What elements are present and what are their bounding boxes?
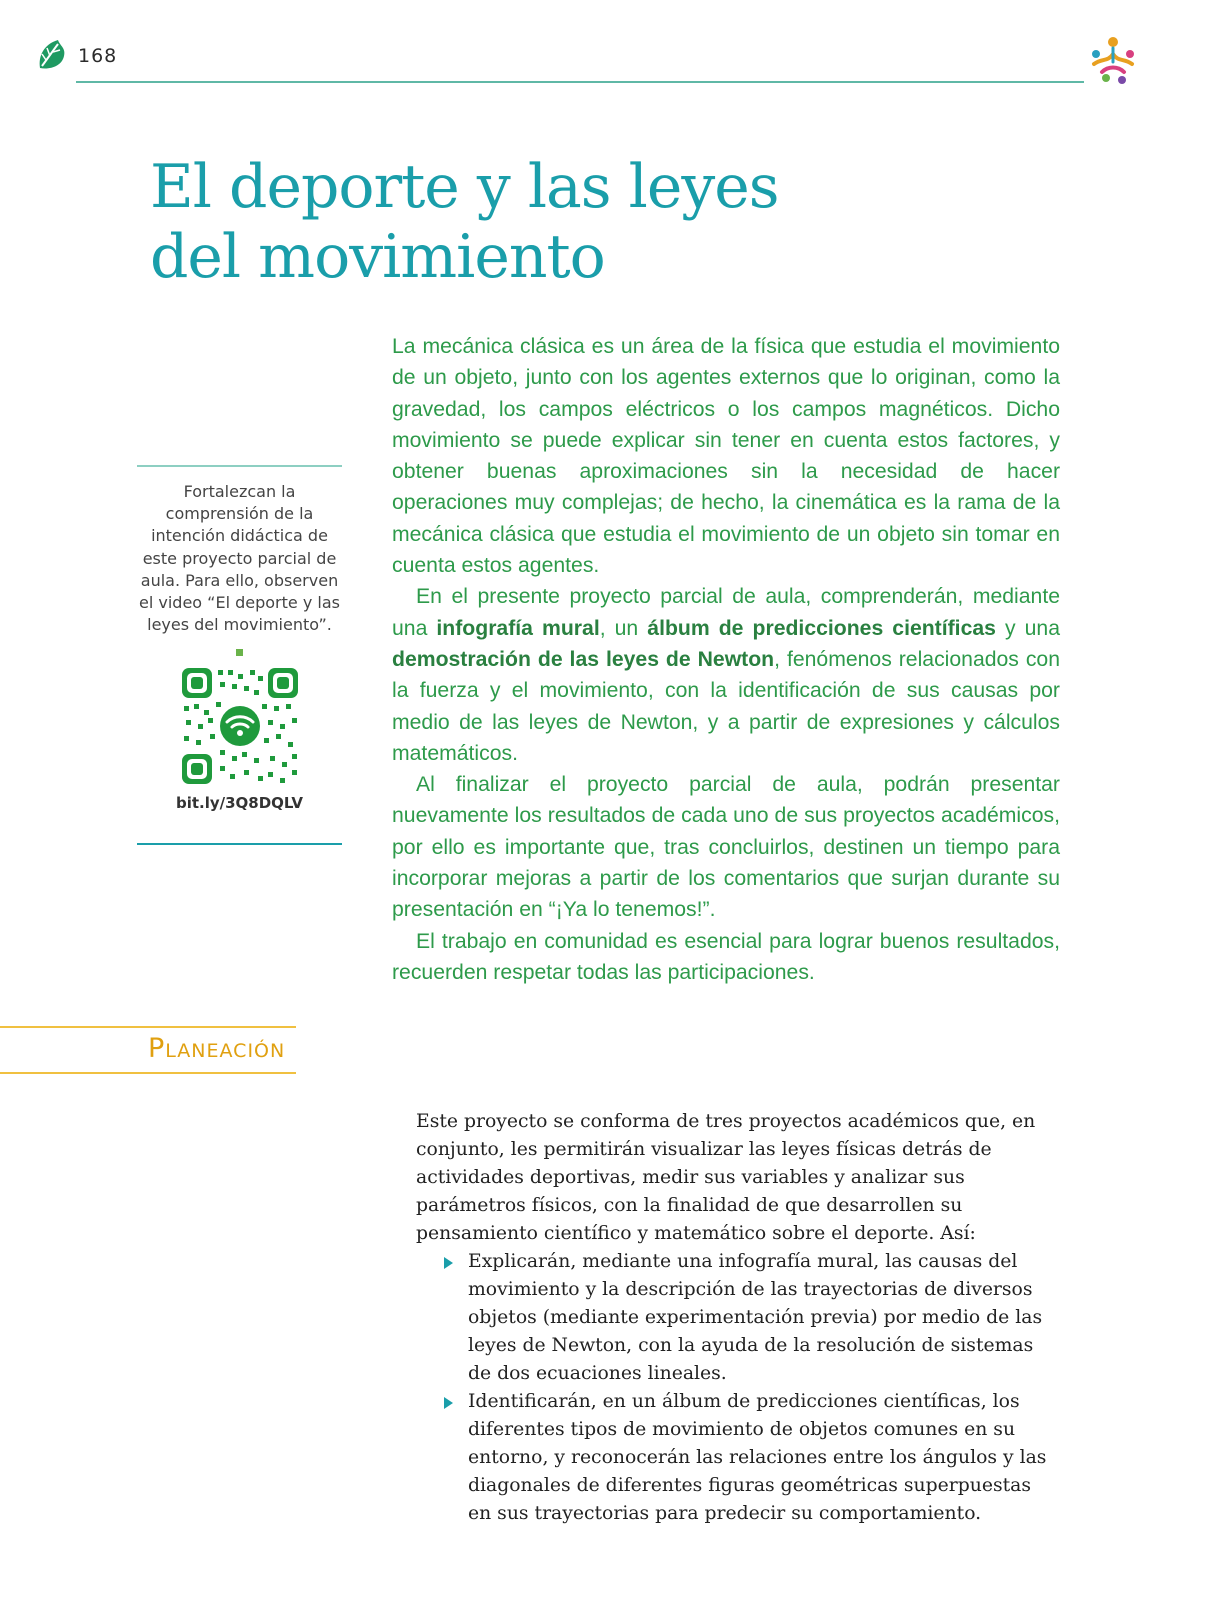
intro-paragraph-1: La mecánica clásica es un área de la física que estudia el movimiento de un objeto, junto con los agentes externos que lo originan, como la gravedad, los campos eléctricos o los campos magnéticos. Dicho movimiento se puede explicar sin tener en cuenta estos factores, y obtener buenas aproximaciones sin la necesidad de hacer operaciones muy complejas; de hecho, la cinemática es la rama de la mecánica clásica que estudia el movimiento de un objeto sin tomar en cuenta estos agentes. — [392, 335, 1060, 578]
triangle-bullet-icon — [444, 1257, 453, 1269]
header-rule — [76, 81, 1084, 83]
qr-code-icon[interactable] — [180, 666, 300, 786]
title-line-1: El deporte y las leyes — [150, 152, 779, 222]
bullet-text: Explicarán, mediante una infografía mural, las causas del movimiento y la descripción de las trayectorias de diversos objetos (mediante experimentación previa) por medio de las leyes de Newton, con la ayuda de la resolución de sistemas de dos ecuaciones lineales. — [468, 1251, 1043, 1384]
video-sidebar — [137, 465, 342, 845]
page-header — [0, 0, 1214, 100]
page-number: 168 — [78, 45, 118, 67]
intro-text — [392, 331, 1060, 988]
leaf-icon — [36, 38, 68, 72]
video-link[interactable]: bit.ly/3Q8DQLV — [175, 794, 304, 813]
intro-p2-part-2: , un — [599, 616, 648, 640]
planeacion-intro: Este proyecto se conforma de tres proyectos académicos que, en conjunto, les permitirán visualizar las leyes físicas detrás de actividades deportivas, medir sus variables y analizar sus parámetros físicos, con la finalidad de que desarrollen su pensamiento científico y matemático sobre el deporte. Así: — [416, 1111, 1036, 1244]
list-item — [468, 1388, 1056, 1528]
planeacion-body — [416, 1108, 1056, 1528]
planeacion-heading: Planeación — [148, 1033, 286, 1064]
intro-paragraph-2 — [392, 581, 1060, 769]
list-item — [468, 1248, 1056, 1388]
intro-p2-part-1: En el presente proyecto parcial de aula, comprenderán, mediante una — [392, 585, 1060, 640]
intro-paragraph-3: Al finalizar el proyecto parcial de aula, podrán presentar nuevamente los resultados de cada uno de sus proyectos académicos, por ello es importante que, tras concluirlos, destinen un tiempo para incorporar mejoras a partir de los comentarios que surjan durante su presentación en “¡Ya lo tenemos!”. — [392, 773, 1060, 922]
dancing-figures-logo-icon — [1084, 32, 1142, 90]
planeacion-bullet-list — [416, 1248, 1056, 1528]
intro-p2-bold-1: infografía mural — [436, 616, 600, 640]
planeacion-rule-bottom — [0, 1072, 296, 1074]
page-title — [150, 152, 779, 292]
sidebar-dot — [236, 649, 243, 656]
planeacion-rule-top — [0, 1026, 296, 1028]
triangle-bullet-icon — [444, 1397, 453, 1409]
intro-p2-bold-3: demostración de las leyes de Newton — [392, 647, 775, 671]
intro-p2-bold-2: álbum de predicciones científicas — [647, 616, 996, 640]
intro-p2-part-3: y una — [995, 616, 1060, 640]
intro-paragraph-4: El trabajo en comunidad es esencial para lograr buenos resultados, recuerden respetar todas las participaciones. — [392, 929, 1060, 984]
bullet-text: Identificarán, en un álbum de predicciones científicas, los diferentes tipos de movimiento de objetos comunes en su entorno, y reconocerán las relaciones entre los ángulos y las diagonales de diferentes figuras geométricas superpuestas en sus trayectorias para predecir su comportamiento. — [468, 1391, 1047, 1524]
intro-p2-part-4: , fenómenos relacionados con la fuerza y el movimiento, con la identificación de sus causas por medio de las leyes de Newton, y a partir de expresiones y cálculos matemáticos. — [392, 647, 1060, 765]
title-line-2: del movimiento — [150, 222, 605, 292]
sidebar-text: Fortalezcan la comprensión de la intención didáctica de este proyecto parcial de aula. Para ello, observen el video “El deporte y las leyes del movimiento”. — [139, 482, 340, 635]
